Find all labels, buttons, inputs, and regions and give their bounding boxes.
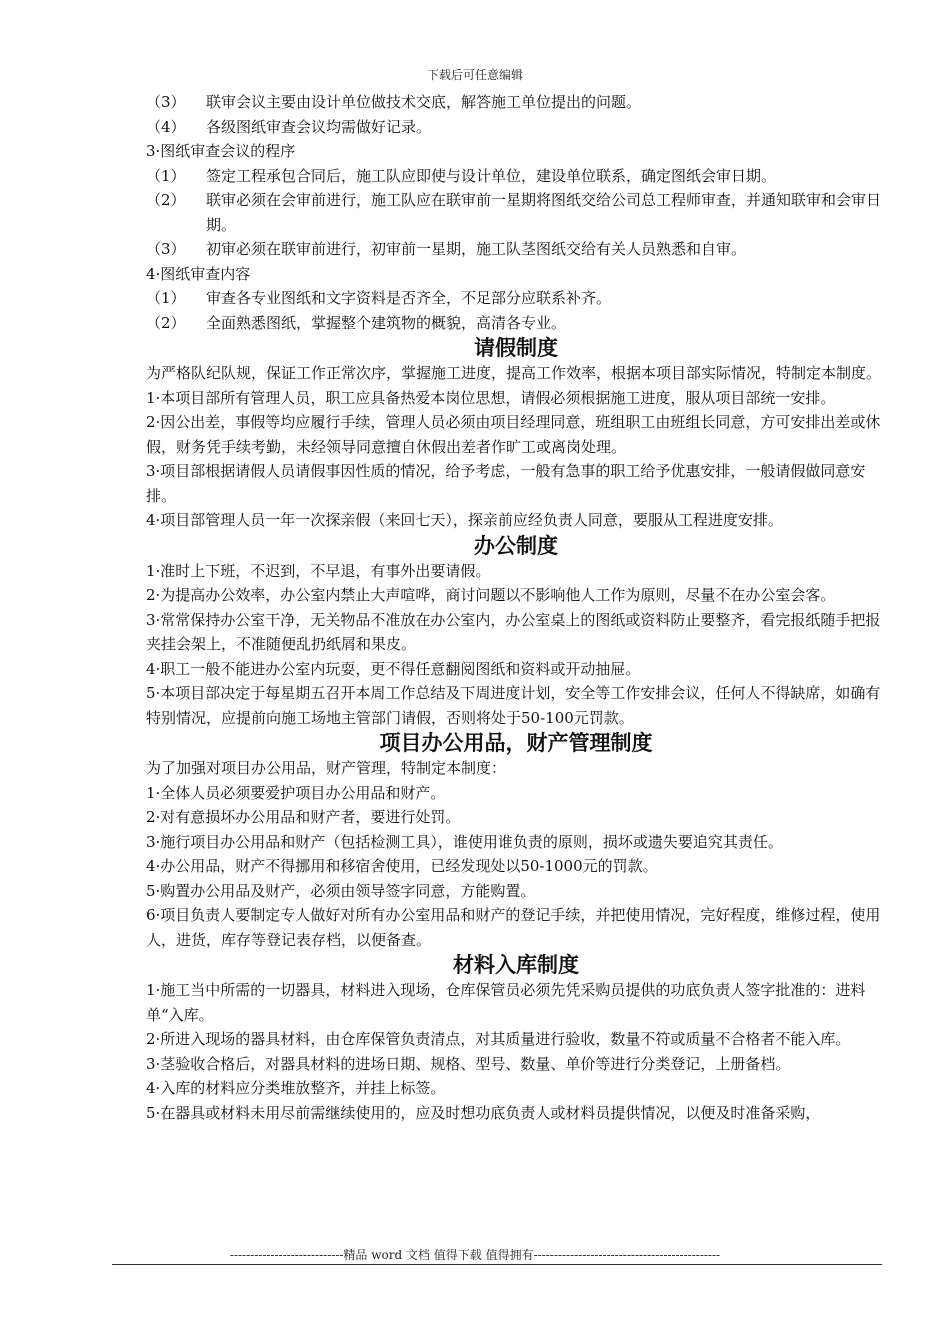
- item-number: （1）: [146, 289, 186, 307]
- paragraph: 1·准时上下班，不迟到，不早退，有事外出要请假。: [146, 561, 491, 580]
- page-header: 下载后可任意编辑: [426, 68, 523, 82]
- item-number: （2）: [146, 191, 186, 209]
- paragraph: 5·本项目部决定于每星期五召开本周工作总结及下周进度计划，安全等工作安排会议，任何人不得缺席，如确有特别情况，应提前向施工场地主管部门请假，否则将处于50-100元罚款。: [146, 684, 881, 727]
- paragraph: 为了加强对项目办公用品，财产管理，特制定本制度：: [146, 759, 507, 777]
- paragraph: 3·常常保持办公室干净，无关物品不准放在办公室内，办公室桌上的图纸或资料防止要整齐，看完报纸随手把报夹挂会架上，不准随便乱扔纸屑和果皮。: [146, 610, 881, 653]
- item-text: 各级图纸审查会议均需做好记录。: [206, 117, 432, 136]
- item-text: 签定工程承包合同后，施工队应即使与设计单位，建设单位联系，确定图纸会审日期。: [206, 166, 777, 185]
- paragraph: 3·茎验收合格后，对器具材料的进场日期、规格、型号、数量、单价等进行分类登记，上册备档。: [146, 1054, 791, 1073]
- paragraph: 4·项目部管理人员一年一次探亲假（来回七天），探亲前应经负责人同意，要服从工程进度安排。: [146, 511, 783, 529]
- paragraph: 3·施行项目办公用品和财产（包括检测工具），谁使用谁负责的原则，损坏或遗失要追究其责任。: [146, 832, 783, 851]
- footer-rule: [112, 1264, 882, 1265]
- subheading: 4·图纸审查内容: [146, 264, 251, 283]
- item-text: 联审会议主要由设计单位做技术交底，解答施工单位提出的问题。: [206, 93, 642, 111]
- paragraph: 4·入库的材料应分类堆放整齐，并挂上标签。: [146, 1079, 446, 1097]
- item-number: （2）: [146, 313, 186, 332]
- paragraph: 为严格队纪队规，保证工作正常次序，掌握施工进度，提高工作效率，根据本项目部实际情况，特制定本制度。: [146, 364, 882, 382]
- paragraph: 1·本项目部所有管理人员，职工应具备热爱本岗位思想，请假必须根据施工进度，服从项目部统一安排。: [146, 388, 836, 407]
- paragraph: 4·办公用品，财产不得挪用和移宿舍使用，已经发现处以50-1000元的罚款。: [146, 857, 658, 875]
- document-body: [146, 90, 886, 1125]
- paragraph: 1·全体人员必须要爱护项目办公用品和财产。: [146, 783, 446, 802]
- section-title-material: 材料入库制度: [453, 953, 579, 977]
- paragraph: 5·在器具或材料未用尽前需继续使用的，应及时想功底负责人或材料员提供情况，以便及时准备采购，: [146, 1103, 821, 1122]
- paragraph: 6·项目负责人要制定专人做好对所有办公室用品和财产的登记手续，并把使用情况，完好程度，维修过程，使用人，进货，库存等登记表存档，以便备查。: [146, 906, 881, 949]
- paragraph: 1·施工当中所需的一切器具，材料进入现场，仓库保管员必须先凭采购员提供的功底负责人签字批准的：进料单“入库。: [146, 981, 866, 1024]
- paragraph: 2·对有意损坏办公用品和财产者，要进行处罚。: [146, 808, 461, 826]
- list-item: [146, 286, 886, 311]
- section-title-office: 办公制度: [474, 533, 558, 558]
- item-number: （3）: [146, 93, 186, 111]
- list-item: [146, 164, 886, 189]
- section-title-leave: 请假制度: [474, 336, 558, 360]
- list-item: [146, 90, 886, 115]
- section-title-property: 项目办公用品，财产管理制度: [379, 731, 653, 755]
- paragraph: 2·所进入现场的器具材料，由仓库保管负责清点，对其质量进行验收，数量不符或质量不合格者不能入库。: [146, 1030, 851, 1048]
- paragraph: 3·项目部根据请假人员请假事因性质的情况，给予考虑，一般有急事的职工给予优惠安排，一般请假做同意安排。: [146, 462, 866, 505]
- item-text: 联审必须在会审前进行，施工队应在联审前一星期将图纸交给公司总工程师审查，并通知联审和会审日期。: [206, 191, 882, 234]
- page-footer: ----------------------------精品 word 文档 值得下载 值得拥有----------------------------------------------: [229, 1248, 721, 1262]
- list-item: [146, 311, 886, 336]
- paragraph: 2·因公出差，事假等均应履行手续，管理人员必须由项目经理同意，班组职工由班组长同意，方可安排出差或休假，财务凭手续考勤，未经领导同意擅自休假出差者作旷工或离岗处理。: [146, 413, 881, 456]
- item-number: （3）: [146, 240, 186, 258]
- item-text: 审查各专业图纸和文字资料是否齐全，不足部分应联系补齐。: [206, 289, 612, 307]
- subheading: 3·图纸审查会议的程序: [146, 142, 296, 160]
- list-item: [146, 188, 886, 237]
- paragraph: 4·职工一般不能进办公室内玩耍，更不得任意翻阅图纸和资料或开动抽屉。: [146, 659, 641, 678]
- item-text: 初审必须在联审前进行，初审前一星期，施工队茎图纸交给有关人员熟悉和自审。: [206, 240, 747, 258]
- item-number: （4）: [146, 117, 186, 136]
- list-item: [146, 237, 886, 262]
- paragraph: 2·为提高办公效率，办公室内禁止大声喧哗，商讨问题以不影响他人工作为原则，尽量不在办公室会客。: [146, 586, 836, 604]
- item-text: 全面熟悉图纸，掌握整个建筑物的概貌，高清各专业。: [206, 313, 567, 332]
- item-number: （1）: [146, 166, 186, 185]
- list-item: [146, 115, 886, 140]
- paragraph: 5·购置办公用品及财产，必须由领导签字同意，方能购置。: [146, 881, 536, 900]
